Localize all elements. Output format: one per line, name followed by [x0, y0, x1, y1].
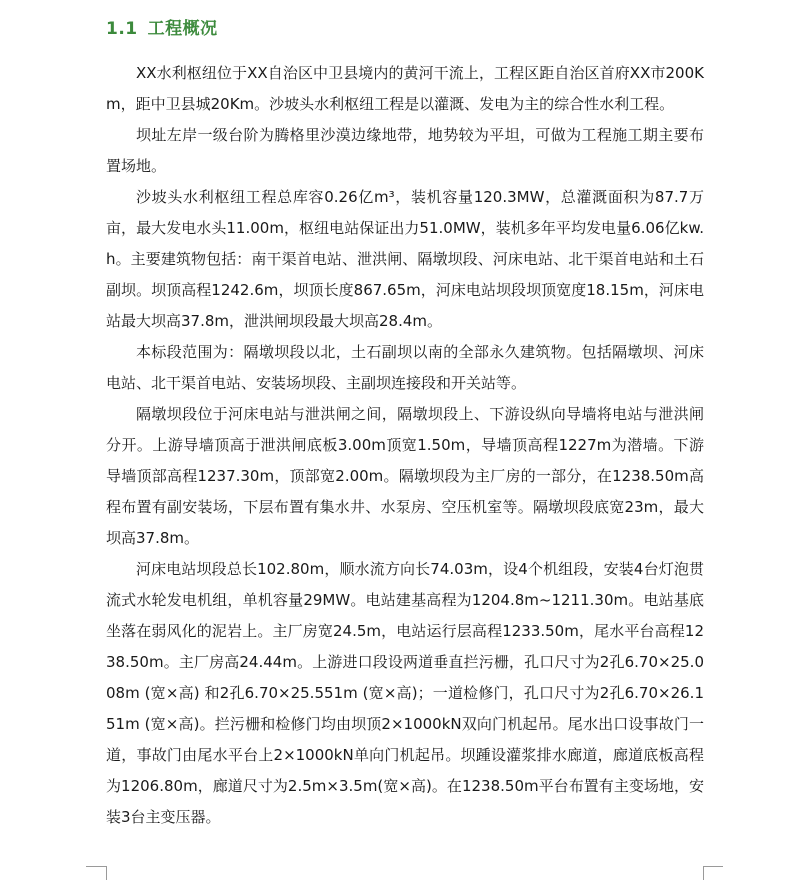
paragraph-section-scope: 本标段范围为：隔墩坝段以北，土石副坝以南的全部永久建筑物。包括隔墩坝、河床电站、北干渠首电站、安装场坝段、主副坝连接段和开关站等。 [106, 343, 704, 392]
paragraph-project-parameters: 沙坡头水利枢纽工程总库容0.26亿m³，装机容量120.3MW，总灌溉面积为87.7万亩，最大发电水头11.00m，枢纽电站保证出力51.0MW，装机多年平均发电量6.06亿kw.h。主要建筑物包括：南干渠首电站、泄洪闸、隔墩坝段、河床电站、北干渠首电站和土石副坝。坝顶高程1242.6m，坝顶长度867.65m，河床电站坝段坝顶宽度18.15m，河床电站最大坝高37.8m，泄洪闸坝段最大坝高28.4m。 [106, 188, 704, 330]
page-corner-mark-left-vertical [86, 866, 107, 880]
paragraph-separator-dam: 隔墩坝段位于河床电站与泄洪闸之间，隔墩坝段上、下游设纵向导墙将电站与泄洪闸分开。上游导墙顶高于泄洪闸底板3.00m顶宽1.50m，导墙顶高程1227m为潜墙。下游导墙顶部高程1237.30m，顶部宽2.00m。隔墩坝段为主厂房的一部分，在1238.50m高程布置有副安装场，下层布置有集水井、水泵房、空压机室等。隔墩坝段底宽23m，最大坝高37.8m。 [106, 405, 704, 547]
section-number: 1.1 [106, 19, 138, 39]
section-body [106, 58, 704, 833]
paragraph-site-layout: 坝址左岸一级台阶为腾格里沙漠边缘地带，地势较为平坦，可做为工程施工期主要布置场地。 [106, 126, 704, 175]
page-corner-mark-right-vertical [703, 866, 724, 880]
section-title: 工程概况 [147, 19, 218, 39]
section-heading [106, 14, 218, 42]
paragraph-riverbed-powerhouse: 河床电站坝段总长102.80m，顺水流方向长74.03m，设4个机组段，安装4台灯泡贯流式水轮发电机组，单机容量29MW。电站建基高程为1204.8m~1211.30m。电站基底坐落在弱风化的泥岩上。主厂房宽24.5m，电站运行层高程1233.50m，尾水平台高程1238.50m。主厂房高24.44m。上游进口段设两道垂直拦污栅，孔口尺寸为2孔6.70×25.008m (宽×高) 和2孔6.70×25.551m (宽×高)；一道检修门，孔口尺寸为2孔6.70×26.151m (宽×高)。拦污栅和检修门均由坝顶2×1000kN双向门机起吊。尾水出口设事故门一道，事故门由尾水平台上2×1000kN单向门机起吊。坝踵设灌浆排水廊道，廊道底板高程为1206.80m，廊道尺寸为2.5m×3.5m(宽×高)。在1238.50m平台布置有主变场地，安装3台主变压器。 [106, 560, 704, 826]
paragraph-location: XX水利枢纽位于XX自治区中卫县境内的黄河干流上，工程区距自治区首府XX市200Km，距中卫县城20Km。沙坡头水利枢纽工程是以灌溉、发电为主的综合性水利工程。 [106, 64, 704, 113]
